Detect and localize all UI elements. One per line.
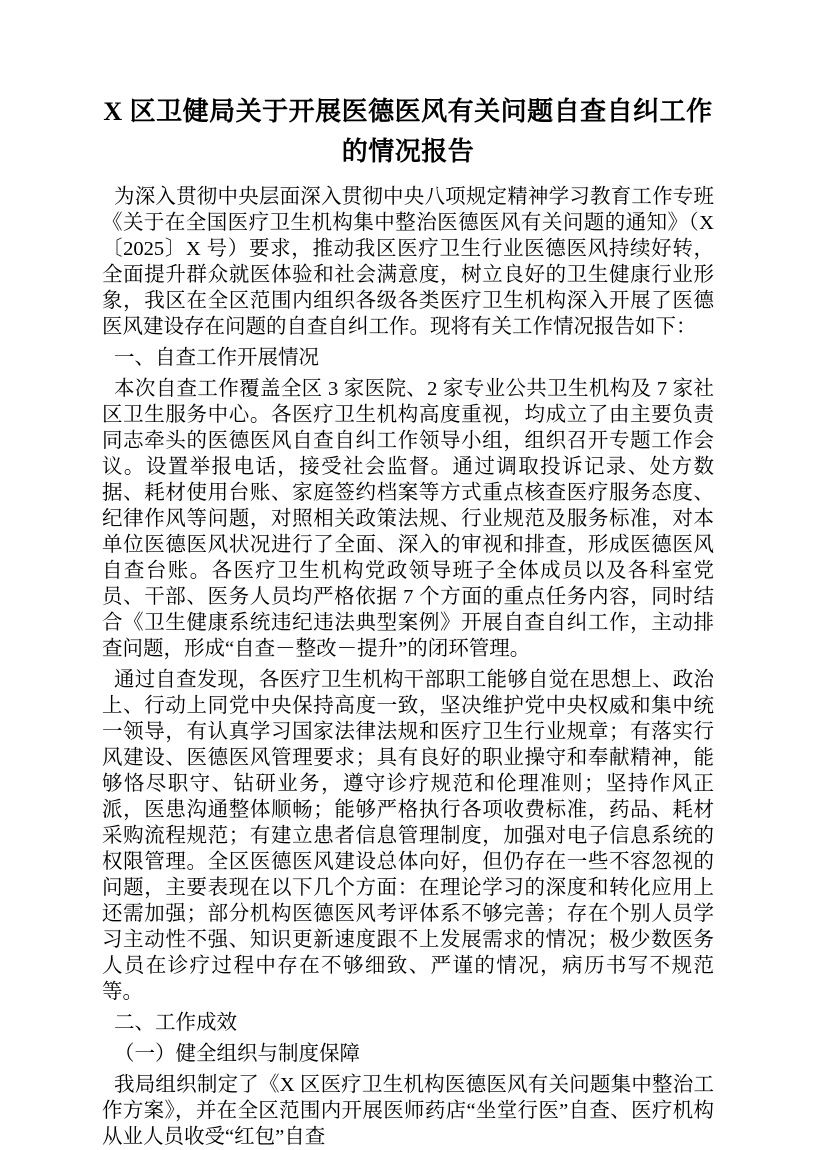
body-paragraph: 我局组织制定了《X 区医疗卫生机构医德医风有关问题集中整治工作方案》，并在全区范围内开展医师药店“坐堂行医”自查、医疗机构从业人员收受“红包”自查 (102, 1074, 714, 1148)
document-body (102, 184, 714, 1150)
section-heading: （一）健全组织与制度保障 (114, 1043, 360, 1065)
section-heading: 二、工作成效 (114, 1012, 237, 1034)
body-paragraph: 为深入贯彻中央层面深入贯彻中央八项规定精神学习教育工作专班《关于在全国医疗卫生机构集中整治医德医风有关问题的通知》（X〔2025〕X 号）要求，推动我区医疗卫生行业医德医风持续好转，全面提升群众就医体验和社会满意度，树立良好的卫生健康行业形象，我区在全区范围内组织各级各类医疗卫生机构深入开展了医德医风建设存在问题的自查自纠工作。现将有关工作情况报告如下： (102, 186, 714, 338)
body-paragraph: 通过自查发现，各医疗卫生机构干部职工能够自觉在思想上、政治上、行动上同党中央保持高度一致，坚决维护党中央权威和集中统一领导，有认真学习国家法律法规和医疗卫生行业规章；有落实行风建设、医德医风管理要求；具有良好的职业操守和奉献精神，能够恪尽职守、钻研业务，遵守诊疗规范和伦理准则；坚持作风正派，医患沟通整体顺畅；能够严格执行各项收费标准，药品、耗材采购流程规范；有建立患者信息管理制度，加强对电子信息系统的权限管理。全区医德医风建设总体向好，但仍存在一些不容忽视的问题，主要表现在以下几个方面：在理论学习的深度和转化应用上还需加强；部分机构医德医风考评体系不够完善；存在个别人员学习主动性不强、知识更新速度跟不上发展需求的情况；极少数医务人员在诊疗过程中存在不够细致、严谨的情况，病历书写不规范等。 (102, 669, 714, 1003)
body-paragraph: 本次自查工作覆盖全区 3 家医院、2 家专业公共卫生机构及 7 家社区卫生服务中心。各医疗卫生机构高度重视，均成立了由主要负责同志牵头的医德医风自查自纠工作领导小组，组织召开专题工作会议。设置举报电话，接受社会监督。通过调取投诉记录、处方数据、耗材使用台账、家庭签约档案等方式重点核查医疗服务态度、纪律作风等问题，对照相关政策法规、行业规范及服务标准，对本单位医德医风状况进行了全面、深入的审视和排查，形成医德医风自查台账。各医疗卫生机构党政领导班子全体成员以及各科室党员、干部、医务人员均严格依据 7 个方面的重点任务内容，同时结合《卫生健康系统违纪违法典型案例》开展自查自纠工作，主动排查问题，形成“自查－整改－提升”的闭环管理。 (102, 378, 714, 660)
section-heading: 一、自查工作开展情况 (114, 347, 319, 369)
document-title: X 区卫健局关于开展医德医风有关问题自查自纠工作的情况报告 (103, 97, 713, 166)
